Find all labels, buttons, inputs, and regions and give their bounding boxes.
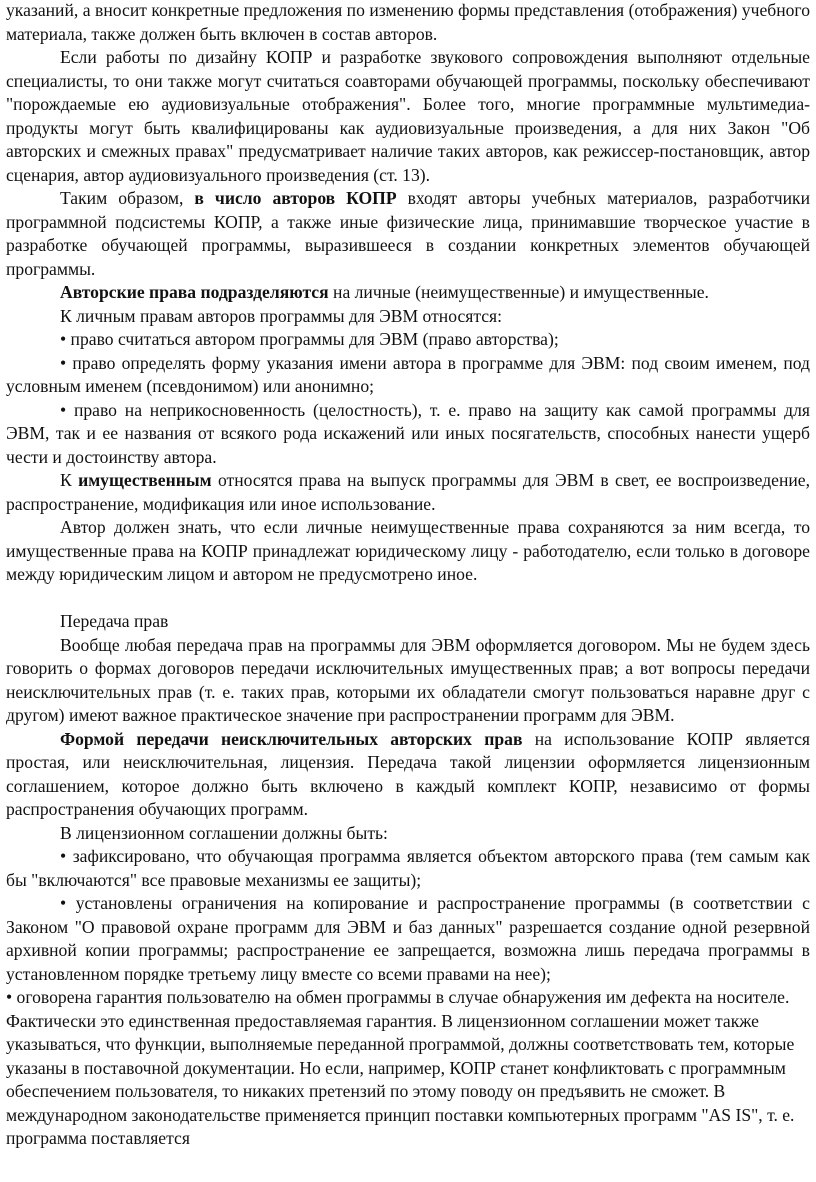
bullet-copy-restrictions: • установлены ограничения на копирование и распространение программы (в соответствии с Законом "О правовой охране программ для ЭВМ и баз данных" разрешается создание одной резервной архивной копии программы; распространение ее запрещается, возможна лишь передача программы в установленном порядке третьему лицу вместе со всеми правами на нее); [6,893,810,984]
bullet-authorship-right: • право считаться автором программы для ЭВМ (право авторства); [60,329,559,349]
paragraph-3-lead: Таким образом, [60,188,195,208]
paragraph-9 [6,469,810,516]
paragraph-12-emphasis: Формой передачи неисключительных авторских прав [60,728,523,749]
paragraph-9-rest: относятся права на выпуск программы для ЭВМ в свет, ее воспроизведение, распространение, модификация или иное использование. [6,470,810,514]
paragraph-1: указаний, а вносит конкретные предложения по изменению формы представления (отображения) учебного материала, также должен быть включен в состав авторов. [6,0,810,44]
blank-line [6,587,810,611]
paragraph-11: Вообще любая передача прав на программы для ЭВМ оформляется договором. Мы не будем здесь говорить о формах договоров передачи исключительных имущественных прав; а вот вопросы передачи неисключительных прав (т. е. таких прав, которыми их обладатели смогут пользоваться наравне друг с другом) имеют важное практическое значение при распространении программ для ЭВМ. [6,634,810,725]
bullet-copyright-object: • зафиксировано, что обучающая программа является объектом авторского права (тем самым как бы "включаются" все правовые механизмы ее защиты); [6,846,810,890]
paragraph-12 [6,728,810,822]
paragraph-3-rest: входят авторы учебных материалов, разработчики программной подсистемы КОПР, а также иные физические лица, принимавшие творческое участие в разработке обучающей программы, выразившееся в создании конкретных элементов обучающей программы. [6,188,810,279]
paragraph-2: Если работы по дизайну КОПР и разработке звукового сопровождения выполняют отдельные специалисты, то они также могут считаться соавторами обучающей программы, поскольку обеспечивают "порождаемые ею аудиовизуальные отображения". Более того, многие программные мультимедиа-продукты могут быть квалифицированы как аудиовизуальные произведения, а для них Закон "Об авторских и смежных правах" предусматривает наличие таких авторов, как режиссер-постановщик, автор сценария, автор аудиовизуального произведения (ст. 13). [6,47,810,185]
paragraph-3-emphasis: в число авторов КОПР [194,188,397,208]
paragraph-3 [6,187,810,281]
paragraph-13: В лицензионном соглашении должны быть: [60,822,388,843]
paragraph-4-emphasis: Авторские права подразделяются [60,282,329,302]
paragraph-4 [6,281,810,305]
bullet-warranty: • оговорена гарантия пользователю на обмен программы в случае обнаружения им дефекта на носителе. Фактически это единственная предоставляемая гарантия. В лицензионном соглашении может также указываться, что функции, выполняемые переданной программой, должны соответствовать тем, которые указаны в поставочной документации. Но если, например, КОПР станет конфликтовать с программным обеспечением пользователя, то никаких претензий по этому поводу он предъявить не сможет. В международном законодательстве применяется принцип поставки компьютерных программ "AS IS", т. е. программа поставляется [6,987,795,1148]
paragraph-9-emphasis: имущественным [78,470,212,490]
paragraph-12-rest: на использование КОПР является простая, или неисключительная, лицензия. Передача такой лицензии оформляется лицензионным соглашением, которое должно быть включено в каждый комплект КОПР, независимо от формы распространения обучающих программ. [6,728,810,819]
bullet-integrity-right: • право на неприкосновенность (целостность), т. е. право на защиту как самой программы для ЭВМ, так и ее названия от всякого рода искажений или иных посягательств, способных нанести ущерб чести и достоинству автора. [6,399,810,467]
paragraph-10: Автор должен знать, что если личные неимущественные права сохраняются за ним всегда, то имущественные права на КОПР принадлежат юридическому лицу - работодателю, если только в договоре между юридическим лицом и автором не предусмотрено иное. [6,517,810,584]
paragraph-5: К личным правам авторов программы для ЭВМ относятся: [60,305,503,326]
paragraph-4-rest: на личные (неимущественные) и имущественные. [328,282,709,302]
bullet-name-right: • право определять форму указания имени автора в программе для ЭВМ: под своим именем, под условным именем (псевдонимом) или анонимно; [6,352,810,396]
section-heading: Передача прав [60,611,169,631]
paragraph-9-lead: К [60,470,79,490]
